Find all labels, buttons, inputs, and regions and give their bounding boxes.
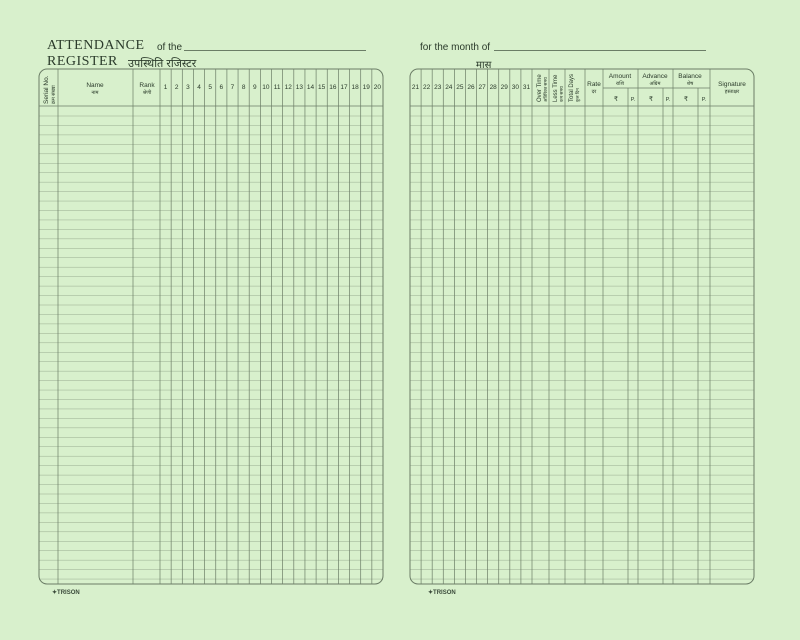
name-header-hindi: नाम — [91, 90, 99, 96]
signature-header: Signature — [718, 81, 746, 88]
register-title: REGISTER — [47, 54, 118, 69]
balance-rupee: ₹ — [683, 96, 689, 103]
balance-paise: P. — [701, 97, 707, 103]
trison-logo-right — [428, 589, 456, 596]
day-header: 17 — [340, 84, 348, 91]
trison-mark-icon: ✦ — [52, 590, 58, 596]
day-header: 1 — [163, 84, 168, 91]
trison-logo-left — [52, 589, 80, 596]
totaldays-header: Total Days — [569, 73, 575, 102]
day-header: 22 — [423, 84, 431, 91]
day-header: 8 — [241, 84, 246, 91]
amount-paise: P. — [630, 97, 636, 103]
day-header: 12 — [284, 84, 292, 91]
day-header: 5 — [208, 84, 212, 91]
day-header: 3 — [186, 84, 190, 91]
name-header: Name — [86, 82, 104, 89]
day-header: 13 — [295, 84, 303, 91]
advance-header: Advance — [642, 73, 668, 80]
day-header: 27 — [478, 84, 486, 91]
day-header: 9 — [252, 84, 257, 91]
trison-mark-icon: ✦ — [428, 590, 434, 596]
day-header: 19 — [362, 84, 370, 91]
lesstime-header-hindi: कम समय — [559, 86, 564, 102]
trison-logo-right-text: TRISON — [433, 590, 456, 596]
day-header: 21 — [411, 84, 420, 91]
day-header: 26 — [467, 84, 475, 91]
totaldays-header-hindi: कुल दिन — [575, 88, 580, 102]
day-header: 20 — [373, 84, 382, 91]
of-the-label: of the — [157, 42, 183, 53]
rate-header: Rate — [587, 81, 601, 88]
rank-header-hindi: श्रेणी — [142, 90, 152, 96]
right-day-labels — [412, 84, 531, 91]
balance-header: Balance — [678, 73, 702, 80]
day-header: 15 — [318, 84, 326, 91]
day-header: 28 — [489, 84, 497, 91]
day-header: 4 — [197, 84, 201, 91]
day-header: 14 — [306, 84, 315, 91]
overtime-header: Over Time — [537, 74, 543, 102]
attendance-title: ATTENDANCE — [47, 38, 145, 53]
rate-header-hindi: दर — [591, 89, 597, 95]
for-month-label: for the month of — [420, 42, 491, 53]
day-header: 24 — [445, 84, 453, 91]
serial-header-hindi: क्रम संख्या — [51, 85, 57, 104]
day-header: 16 — [329, 84, 337, 91]
serial-header: Serial No. — [43, 75, 50, 104]
amount-header-hindi: राशि — [615, 81, 625, 87]
trison-logo-left-text: TRISON — [57, 590, 80, 596]
register-hindi: उपस्थिति रजिस्टर — [128, 58, 197, 70]
signature-header-hindi: हस्ताक्षर — [724, 89, 740, 95]
table-border — [410, 69, 754, 584]
table-border — [39, 69, 383, 584]
advance-header-hindi: अग्रिम — [649, 81, 661, 87]
left-table — [39, 69, 383, 584]
day-header: 11 — [273, 84, 281, 91]
amount-header: Amount — [608, 73, 632, 80]
balance-header-hindi: शेष — [686, 81, 694, 87]
right-table — [410, 69, 754, 584]
lesstime-header: Less Time — [553, 74, 559, 102]
rank-header: Rank — [139, 82, 155, 89]
advance-paise: P. — [665, 97, 671, 103]
day-header: 7 — [230, 84, 235, 91]
day-header: 6 — [219, 84, 224, 91]
day-header: 30 — [511, 84, 519, 91]
day-header: 10 — [262, 84, 270, 91]
overtime-header-hindi: अतिरिक्त समय — [543, 77, 548, 102]
day-header: 25 — [456, 84, 464, 91]
month-hindi: मास — [476, 60, 492, 71]
day-header: 18 — [351, 84, 359, 91]
day-header: 29 — [500, 84, 508, 91]
day-header: 31 — [522, 84, 531, 91]
day-header: 23 — [434, 84, 442, 91]
day-header: 2 — [174, 84, 179, 91]
advance-rupee: ₹ — [648, 96, 654, 103]
left-day-labels — [164, 84, 382, 91]
amount-rupee: ₹ — [613, 96, 619, 103]
